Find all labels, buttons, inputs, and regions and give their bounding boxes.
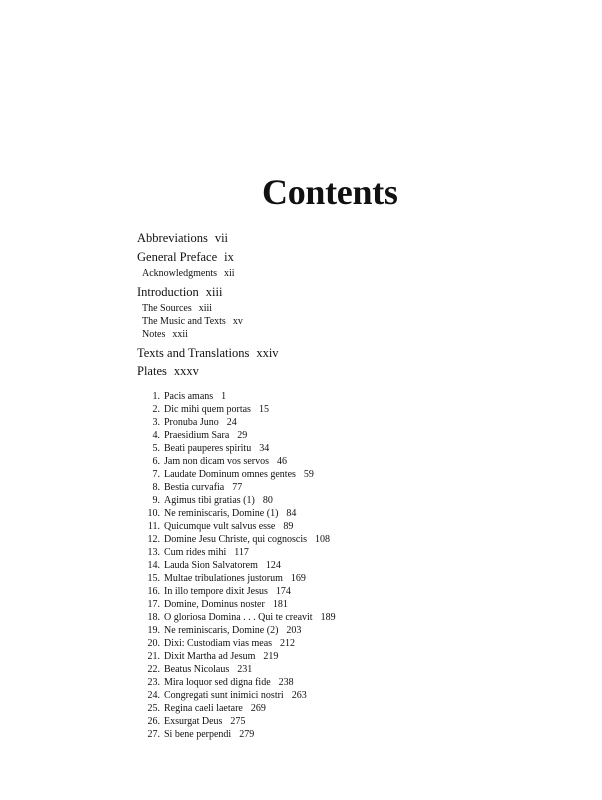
toc-entry-page: xii [224,268,235,279]
plate-title: Ne reminiscaris, Domine (1) [164,508,279,519]
plate-title: Dixit Martha ad Jesum [164,651,256,662]
plate-title: Jam non dicam vos servos [164,456,269,467]
toc-entry-page: xiii [198,303,213,314]
plate-title: In illo tempore dixit Jesus [164,586,268,597]
plate-number: 7. [152,469,160,480]
plate-page: 34 [259,443,270,454]
plate-title: Multae tribulationes justorum [164,573,283,584]
plate-number: 2. [152,404,160,415]
plate-title: Si bene perpendi [164,729,232,740]
plate-page: 117 [234,547,249,558]
plate-entry[interactable] [142,689,307,702]
plate-title: Domine, Dominus noster [164,599,265,610]
plate-entry[interactable] [142,481,242,494]
plate-page: 59 [303,469,314,480]
plate-entry[interactable] [142,611,336,624]
plate-entry[interactable] [142,520,293,533]
plate-number: 23. [147,677,160,688]
plate-title: O gloriosa Domina . . . Qui te creavit [164,612,313,623]
toc-entry-music-and-texts[interactable] [142,315,243,328]
plate-page: 189 [320,612,336,623]
plate-page: 275 [230,716,246,727]
plate-page: 84 [286,508,297,519]
plate-title: Domine Jesu Christe, qui cognoscis [164,534,308,545]
plate-entry[interactable] [142,546,249,559]
plate-number: 27. [147,729,160,740]
plate-entry[interactable] [142,455,287,468]
plate-title: Lauda Sion Salvatorem [164,560,258,571]
plate-title: Exsurgat Deus [164,716,223,727]
plate-page: 269 [250,703,266,714]
plate-number: 6. [152,456,160,467]
plate-entry[interactable] [142,637,295,650]
plate-title: Mira loquor sed digna fide [164,677,271,688]
plate-number: 11. [147,521,160,532]
toc-entry-label: The Sources [142,303,192,314]
plate-page: 181 [272,599,288,610]
plate-page: 24 [226,417,237,428]
toc-entry-label: Texts and Translations [137,346,250,360]
plate-page: 174 [275,586,291,597]
plate-entry[interactable] [142,598,288,611]
plate-page: 263 [291,690,307,701]
plate-page: 29 [237,430,248,441]
plate-entry[interactable] [142,507,296,520]
plate-title: Dixi: Custodiam vias meas [164,638,273,649]
plate-page: 1 [221,391,227,402]
plate-number: 22. [147,664,160,675]
toc-entry-general-preface[interactable] [137,249,234,265]
plate-number: 16. [147,586,160,597]
plate-entry[interactable] [142,624,301,637]
toc-entry-page: xv [232,316,243,327]
plate-page: 15 [258,404,269,415]
plate-entry[interactable] [142,468,314,481]
toc-entry-the-sources[interactable] [142,302,212,315]
toc-entry-plates[interactable] [137,363,199,379]
plate-page: 46 [277,456,287,467]
plate-page: 169 [290,573,306,584]
plate-entry[interactable] [142,442,269,455]
plate-entry[interactable] [142,416,237,429]
plate-number: 17. [147,599,160,610]
plate-page: 80 [262,495,273,506]
plate-title: Congregati sunt inimici nostri [164,690,284,701]
plate-number: 26. [147,716,160,727]
plate-number: 18. [147,612,160,623]
toc-entry-page: xxxv [173,364,199,378]
toc-entry-page: xxii [172,329,188,340]
plate-number: 20. [147,638,160,649]
plate-number: 1. [152,391,160,402]
plate-number: 14. [147,560,160,571]
plate-entry[interactable] [142,585,291,598]
plate-page: 89 [283,521,294,532]
plate-page: 212 [280,638,296,649]
plate-title: Beati pauperes spiritu [164,443,252,454]
toc-entry-acknowledgments[interactable] [142,267,235,280]
toc-entry-label: Introduction [137,285,199,299]
page-title: Contents [262,172,398,213]
plate-number: 25. [147,703,160,714]
toc-entry-page: xxiv [256,346,279,360]
plate-entry[interactable] [142,533,330,546]
plate-entry[interactable] [142,429,247,442]
plate-title: Laudate Dominum omnes gentes [164,469,296,480]
plate-title: Pacis amans [164,391,214,402]
plate-page: 108 [315,534,331,545]
plate-entry[interactable] [142,390,226,403]
plate-number: 21. [147,651,160,662]
toc-entry-abbreviations[interactable] [137,230,228,246]
toc-entry-label: Notes [142,329,166,340]
plate-entry[interactable] [142,559,281,572]
toc-entry-introduction[interactable] [137,284,222,300]
toc-entry-label: The Music and Texts [142,316,226,327]
toc-entry-texts-and-translations[interactable] [137,345,279,361]
plate-page: 231 [237,664,253,675]
plate-number: 10. [147,508,160,519]
plate-page: 219 [263,651,279,662]
plate-entry[interactable] [142,676,294,689]
plate-title: Ne reminiscaris, Domine (2) [164,625,279,636]
toc-entry-page: vii [214,231,229,245]
toc-entry-label: Plates [137,364,167,378]
plate-number: 5. [152,443,160,454]
plate-number: 12. [147,534,160,545]
plate-number: 19. [147,625,160,636]
plate-page: 279 [239,729,255,740]
plate-number: 4. [152,430,160,441]
plate-entry[interactable] [142,728,254,741]
plate-title: Regina caeli laetare [164,703,243,714]
plate-title: Agimus tibi gratias (1) [164,495,255,506]
plate-entry[interactable] [142,663,252,676]
toc-entry-page: ix [224,250,234,264]
plate-number: 9. [152,495,160,506]
plate-title: Cum rides mihi [164,547,227,558]
plate-page: 238 [278,677,294,688]
toc-entry-notes[interactable] [142,328,188,341]
plate-entry[interactable] [142,494,273,507]
plate-page: 124 [265,560,281,571]
plate-page: 77 [232,482,243,493]
toc-entry-label: Acknowledgments [142,268,217,279]
plate-entry[interactable] [142,572,306,585]
plate-number: 13. [147,547,160,558]
plate-title: Quicumque vult salvus esse [164,521,276,532]
plate-entry[interactable] [142,650,278,663]
plate-entry[interactable] [142,702,266,715]
toc-entry-page: xiii [205,285,223,299]
plate-entry[interactable] [142,403,269,416]
plate-title: Pronuba Juno [164,417,219,428]
plate-number: 3. [152,417,160,428]
plate-entry[interactable] [142,715,245,728]
toc-entry-label: General Preface [137,250,218,264]
plate-number: 24. [147,690,160,701]
plate-page: 203 [286,625,302,636]
plate-title: Bestia curvafia [164,482,225,493]
plate-title: Beatus Nicolaus [164,664,230,675]
toc-entry-label: Abbreviations [137,231,208,245]
plate-number: 15. [147,573,160,584]
plate-title: Praesidium Sara [164,430,230,441]
plate-title: Dic mihi quem portas [164,404,251,415]
plate-number: 8. [152,482,160,493]
